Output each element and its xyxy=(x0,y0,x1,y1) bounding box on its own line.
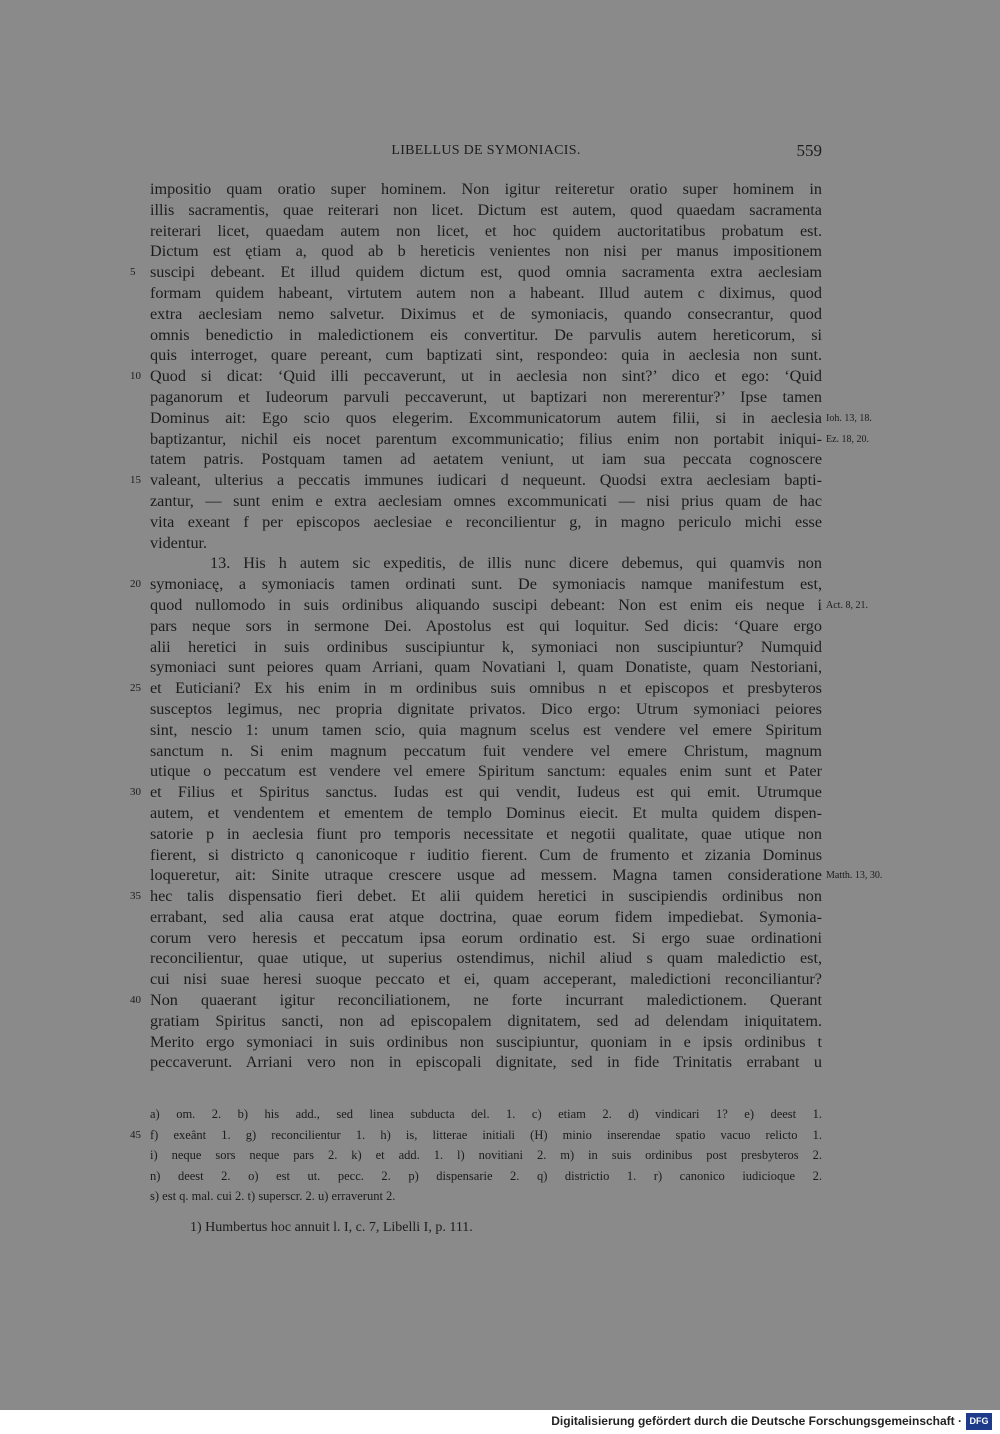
dfg-logo: DFG xyxy=(966,1413,992,1430)
running-title: LIBELLUS DE SYMONIACIS. xyxy=(391,143,581,158)
line-text: Quod si dicat: ‘Quid illi peccaverunt, ut in aeclesia non sint?’ dico et ego: ‘Quid xyxy=(150,367,822,386)
running-header xyxy=(150,143,822,165)
line-text: n) deest 2. o) est ut. pecc. 2. p) dispensarie 2. q) districtio 1. r) canonico iudicioque 2. xyxy=(150,1168,822,1183)
line-number: 25 xyxy=(130,682,141,695)
line-text: baptizantur, nichil eis nocet parentum excommunicatio; filius enim non portabit iniqui- xyxy=(150,429,822,448)
line-text: Dominus ait: Ego scio quos elegerim. Excommunicatorum autem filii, si in aeclesia xyxy=(150,408,822,427)
text-line xyxy=(150,969,822,990)
line-text: impositio quam oratio super hominem. Non igitur reiteretur oratio super hominem in xyxy=(150,180,822,198)
text-line xyxy=(150,408,872,429)
text-line xyxy=(130,262,822,283)
text-line xyxy=(150,179,822,200)
text-line xyxy=(150,824,822,845)
critical-apparatus xyxy=(130,1104,822,1207)
line-text: quod nullomodo in suis ordinibus aliquando suscipi debeant: Non est enim eis neque i xyxy=(150,595,822,614)
line-number: 15 xyxy=(130,474,141,487)
line-text: fierent, si districto q canonicoque r iuditio fierent. Cum de frumento et zizania Dominus xyxy=(150,845,822,864)
line-text: sint, nescio 1: unum tamen scio, quia magnum scelus est vendere vel emere Spiritum xyxy=(150,720,822,739)
margin-reference: Ez. 18, 20. xyxy=(826,433,870,445)
line-text: vita exeant f per episcopos aeclesiae e reconcilientur g, in magno periculo michi esse xyxy=(150,512,822,531)
line-text: utique o peccatum est vendere vel emere Spiritum sanctum: equales enim sunt et Pater xyxy=(150,762,822,781)
text-line xyxy=(150,616,822,637)
text-line xyxy=(150,200,822,221)
text-line xyxy=(150,595,868,616)
line-text: Merito ergo symoniaci in suis ordinibus non suscipiuntur, quoniam in e ipsis ordinibus t xyxy=(150,1032,822,1051)
line-number: 30 xyxy=(130,786,141,799)
margin-reference: Ioh. 13, 18. xyxy=(826,412,872,424)
text-line xyxy=(130,886,822,907)
text-line xyxy=(130,782,822,803)
line-text: quis interroget, quare pereant, cum baptizati sint, respondeo: quia in aeclesia non sunt. xyxy=(150,346,822,365)
line-text: omnis benedictio in maledictionem eis convertitur. De parvulis autem hereticorum, si xyxy=(150,325,822,344)
text-line xyxy=(150,491,822,512)
text-line xyxy=(150,304,822,325)
apparatus-line xyxy=(150,1186,822,1207)
main-text xyxy=(130,179,883,1073)
page-number: 559 xyxy=(796,141,822,160)
line-number: 10 xyxy=(130,370,141,383)
line-text: i) neque sors neque pars 2. k) et add. 1. l) novitiani 2. m) in suis ordinibus post presbyteros 2. xyxy=(150,1148,822,1162)
footnote: 1) Humbertus hoc annuit l. I, c. 7, Libelli I, p. 111. xyxy=(190,1220,473,1235)
text-line xyxy=(130,574,822,595)
line-text: a) om. 2. b) his add., sed linea subducta del. 1. c) etiam 2. d) vindicari 1? e) deest 1. xyxy=(150,1107,822,1121)
text-line xyxy=(150,1011,822,1032)
line-text: 13. His h autem sic expeditis, de illis nunc dicere debemus, qui quamvis non xyxy=(210,554,822,573)
line-text: autem, et vendentem et ementem de templo Dominus eiecit. Et multa quidem dispen- xyxy=(150,803,822,822)
margin-reference: Act. 8, 21. xyxy=(826,599,868,611)
line-text: peccaverunt. Arriani vero non in episcopali dignitate, sed in fide Trinitatis errabant u xyxy=(150,1053,822,1072)
line-text: sanctum n. Si enim magnum peccatum fuit vendere vel emere Christum, magnum xyxy=(150,741,822,760)
text-line xyxy=(150,720,822,741)
text-line xyxy=(150,512,822,533)
line-text: suscipi debeant. Et illud quidem dictum est, quod omnia sacramenta extra aeclesiam xyxy=(150,263,822,282)
line-text: Dictum est ętiam a, quod ab b hereticis venientes non nisi per manus impositionem xyxy=(150,242,822,261)
text-line xyxy=(150,449,822,470)
text-line xyxy=(150,907,822,928)
line-text: videntur. xyxy=(150,533,208,552)
text-line xyxy=(150,865,883,886)
funding-text: Digitalisierung gefördert durch die Deutsche Forschungsgemeinschaft · xyxy=(551,1414,962,1428)
text-line xyxy=(150,533,822,554)
text-line xyxy=(150,1052,822,1073)
line-text: errabant, sed alia causa erat atque doctrina, quae eorum fidem impediebat. Symonia- xyxy=(150,907,822,926)
text-line xyxy=(150,657,822,678)
text-line xyxy=(150,845,822,866)
funding-bar xyxy=(0,1410,1000,1434)
text-line xyxy=(130,678,822,699)
line-text: susceptos legimus, nec propria dignitate privatos. Dico ergo: Utrum symoniaci peiores xyxy=(150,699,822,718)
line-text: extra aeclesiam nemo salvetur. Diximus et de symoniacis, quando consecrantur, quod xyxy=(150,304,822,323)
text-line xyxy=(150,241,822,262)
apparatus-line xyxy=(150,1166,822,1187)
line-number: 45 xyxy=(130,1128,141,1141)
text-line xyxy=(130,366,822,387)
line-text: alii heretici in suis ordinibus suscipiuntur k, symoniaci non suscipiuntur? Numquid xyxy=(150,637,822,656)
line-text: s) est q. mal. cui 2. t) superscr. 2. u) erraverunt 2. xyxy=(150,1189,396,1203)
line-text: zantur, — sunt enim e extra aeclesiam omnes excommunicati — nisi prius quam de hac xyxy=(150,491,822,510)
line-text: hec talis dispensatio fieri debet. Et alii quidem heretici in suscipiendis ordinibus non xyxy=(150,887,822,906)
line-text: corum vero heresis et peccatum ipsa eorum ordinatio est. Si ergo suae ordinationi xyxy=(150,928,822,947)
line-text: loqueretur, ait: Sinite utraque crescere usque ad messem. Magna tamen consideratione xyxy=(150,866,822,885)
line-number: 40 xyxy=(130,994,141,1007)
line-text: f) exeânt 1. g) reconcilientur 1. h) is, litterae initiali (H) minio inserendae spatio vacuo relicto 1. xyxy=(150,1127,822,1142)
text-line xyxy=(150,325,822,346)
margin-reference: Matth. 13, 30. xyxy=(826,870,883,882)
text-line xyxy=(150,1032,822,1053)
text-line xyxy=(130,990,822,1011)
text-line xyxy=(150,803,822,824)
text-line xyxy=(150,637,822,658)
apparatus-line xyxy=(150,1145,822,1166)
text-line xyxy=(150,283,822,304)
line-text: pars neque sors in sermone Dei. Apostolus est qui loquitur. Sed dicis: ‘Quare ergo xyxy=(150,616,822,635)
line-text: et Filius et Spiritus sanctus. Iudas est qui vendit, Iudeus est qui emit. Utrumque xyxy=(150,783,822,802)
text-line xyxy=(150,429,870,450)
text-line xyxy=(130,470,822,491)
line-text: paganorum et Iudeorum parvuli peccaverunt, ut baptizari non mererentur?’ Ipse tamen xyxy=(150,387,822,406)
line-text: cui nisi suae heresi suoque peccato et ei, quam acceperant, maledictioni reconciliantur? xyxy=(150,970,822,989)
line-text: satorie p in aeclesia fiunt pro temporis necessitate et negotii qualitate, quae utique non xyxy=(150,824,822,843)
apparatus-line xyxy=(130,1125,822,1146)
line-text: reiterari licet, quaedam autem non licet, et hoc quidem auctoritatibus probatum est. xyxy=(150,221,822,240)
text-line xyxy=(150,699,822,720)
line-text: Non quaerant igitur reconciliationem, ne forte incurrant maledictionem. Querant xyxy=(150,991,822,1010)
line-text: reconcilientur, quae utique, ut superius ostendimus, nichil aliud s quam maledictio est, xyxy=(150,949,822,968)
line-number: 20 xyxy=(130,578,141,591)
text-line xyxy=(150,948,822,969)
apparatus-line xyxy=(150,1104,822,1125)
line-number: 35 xyxy=(130,890,141,903)
line-text: symoniaci sunt peiores quam Arriani, quam Novatiani l, quam Donatiste, quam Nestoriani, xyxy=(150,658,822,677)
line-number: 5 xyxy=(130,266,136,279)
text-line xyxy=(150,345,822,366)
line-text: gratiam Spiritus sancti, non ad episcopalem dignitatem, sed ad delendam iniquitatem. xyxy=(150,1011,822,1030)
text-line xyxy=(150,387,822,408)
text-line xyxy=(150,221,822,242)
line-text: et Euticiani? Ex his enim in m ordinibus suis omnibus n et episcopos et presbyteros xyxy=(150,679,822,698)
line-text: valeant, ulterius a peccatis immunes iudicari d nequeunt. Quodsi extra aeclesiam bapti- xyxy=(150,471,822,490)
line-text: symoniacę, a symoniacis tamen ordinati sunt. De symoniacis namque manifestum est, xyxy=(150,575,822,594)
line-text: tatem patris. Postquam tamen ad aetatem veniunt, ut iam sua peccata cognoscere xyxy=(150,450,822,469)
text-line xyxy=(150,553,822,574)
line-text: illis sacramentis, quae reiterari non licet. Dictum est autem, quod quaedam sacramenta xyxy=(150,200,822,219)
text-line xyxy=(150,928,822,949)
line-text: formam quidem habeant, virtutem autem non a habeant. Illud autem c diximus, quod xyxy=(150,283,822,302)
text-line xyxy=(150,741,822,762)
text-line xyxy=(150,761,822,782)
